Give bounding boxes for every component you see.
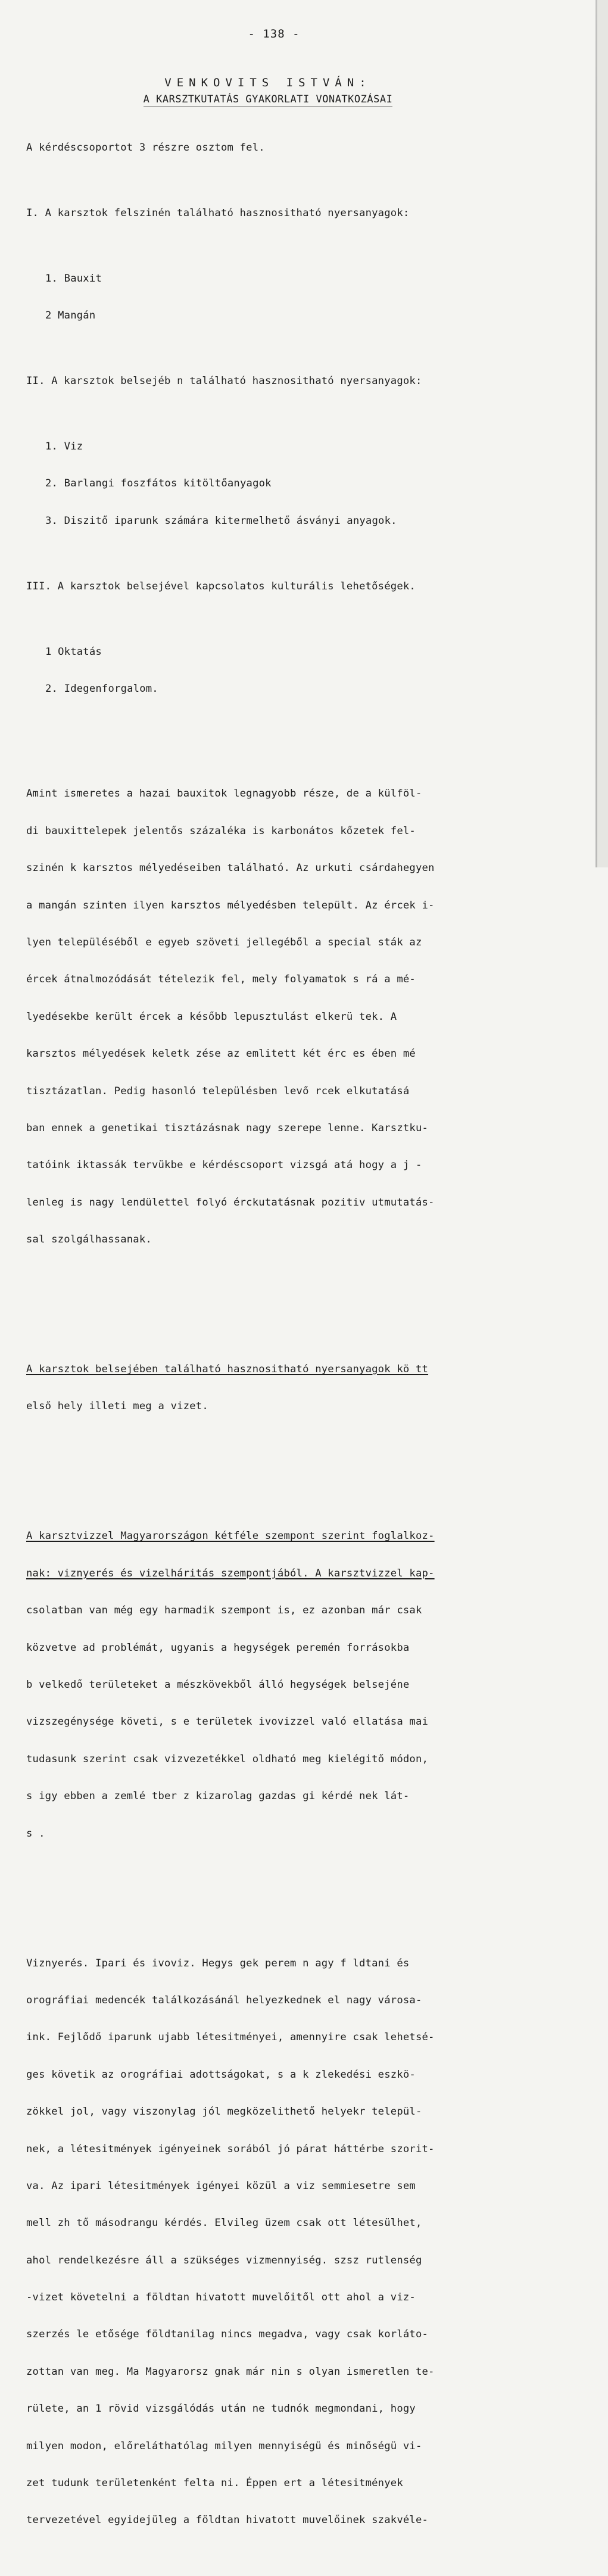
paragraph-line: Viznyerés. Ipari és ivoviz. Hegys gek perem n agy f ldtani és: [26, 1957, 410, 1969]
paragraph-line: tudasunk szerint csak vizvezetékkel oldható meg kielégitő módon,: [26, 1753, 429, 1765]
paragraph-line: ahol rendelkezésre áll a szükséges vizmennyiség. szsz rutlenség: [26, 2254, 422, 2266]
paragraph-line: s igy ebben a zemlé tber z kizarolag gazdas gi kérdé nek lát-: [26, 1790, 410, 1803]
paragraph-line: -vizet követelni a földtan hivatott muvelőitől ott ahol a viz-: [26, 2291, 416, 2304]
paragraph-line: s .: [26, 1827, 45, 1840]
paragraph-line: b velkedő területeket a mészkövekből álló hegységek belsejéne: [26, 1679, 410, 1691]
document-body: [26, 117, 538, 2576]
paragraph-karst-water: [26, 1506, 538, 1865]
paragraph-line: sal szolgálhassanak.: [26, 1234, 152, 1246]
paragraph-line: di bauxittelepek jelentős százaléka is karbonátos kőzetek fel-: [26, 825, 416, 837]
paragraph-line: orográfiai medencék találkozásánál helyezkednek el nagy városa-: [26, 1994, 422, 2006]
section-2-heading: II. A karsztok belsejéb n található hasznositható nyersanyagok:: [26, 374, 422, 387]
paragraph-line: első hely illeti meg a vizet.: [26, 1400, 208, 1413]
section-1-item: 1. Bauxit: [45, 272, 102, 285]
paragraph-line: lenleg is nagy lendülettel folyó érckutatásnak pozitiv utmutatás-: [26, 1196, 435, 1209]
paragraph-line: A karsztok belsejében található hasznositható nyersanyagok kö tt: [26, 1363, 429, 1376]
paragraph-line: tisztázatlan. Pedig hasonló településben levő rcek elkutatásá: [26, 1085, 410, 1097]
paragraph-line: A karsztvizzel Magyarországon kétféle szempont szerint foglalkoz-: [26, 1530, 435, 1543]
paragraph-line: zottan van meg. Ma Magyarorsz gnak már nin s olyan ismeretlen te-: [26, 2365, 435, 2378]
paragraph-line: lyen településéből e egyeb szöveti jellegéből a special sták az: [26, 936, 422, 948]
paragraph-line: nek, a létesitmények igényeinek sorából jó párat háttérbe szorit-: [26, 2143, 435, 2155]
paragraph-line: Amint ismeretes a hazai bauxitok legnagyobb része, de a külföl-: [26, 788, 422, 800]
paragraph-bauxite: [26, 763, 538, 1271]
paragraph-line: tatóink iktassák tervükbe e kérdéscsoport vizsgá atá hogy a j -: [26, 1159, 422, 1172]
paragraph-water-extraction: [26, 1932, 538, 2552]
section-3-item: 2. Idegenforgalom.: [45, 683, 158, 695]
paragraph-line: szinén k karsztos mélyedéseiben található. Az urkuti csárdahegyen: [26, 862, 435, 875]
section-3-item: 1 Oktatás: [45, 645, 102, 658]
section-2-item: 3. Diszitő iparunk számára kitermelhető ásványi anyagok.: [45, 514, 397, 527]
document-title-text: A KARSZTKUTATÁS GYAKORLATI VONATKOZÁSAI: [144, 93, 393, 107]
paragraph-line: ban ennek a genetikai tisztázásnak nagy szerepe lenne. Karsztku-: [26, 1122, 429, 1134]
paragraph-line: tervezetével egyidejüleg a földtan hivatott muvelőinek szakvéle-: [26, 2514, 429, 2527]
paragraph-line: a mangán szinten ilyen karsztos mélyedésben települt. Az ércek i-: [26, 899, 435, 911]
paragraph-line: milyen modon, előreláthatólag milyen mennyiségü és minőségü vi-: [26, 2440, 422, 2452]
paragraph-line: nak: viznyerés és vizelháritás szempontjából. A karsztvizzel kap-: [26, 1567, 435, 1579]
paragraph-line: közvetve ad problémát, ugyanis a hegységek peremén forrásokba: [26, 1641, 410, 1654]
paragraph-line: csolatban van még egy harmadik szempont is, ez azonban már csak: [26, 1604, 422, 1617]
paragraph-line: ink. Fejlődő iparunk ujabb létesitményei, amennyire csak lehetsé-: [26, 2031, 435, 2044]
section-1-heading: I. A karsztok felszinén található hasznositható nyersanyagok:: [26, 207, 410, 219]
paragraph-line: zet tudunk területenként felta ni. Éppen ert a létesitmények: [26, 2477, 403, 2490]
author-name: VENKOVITS ISTVÁN:: [164, 76, 372, 89]
section-2-item: 1. Viz: [45, 440, 83, 452]
scan-margin: [597, 0, 608, 867]
section-3-heading: III. A karsztok belsejével kapcsolatos kulturális lehetőségek.: [26, 580, 416, 592]
section-2-item: 2. Barlangi foszfátos kitöltőanyagok: [45, 477, 272, 490]
document-title: [0, 93, 536, 105]
paragraph-line: szerzés le etősége földtanilag nincs megadva, vagy csak korláto-: [26, 2328, 429, 2341]
paragraph-line: lyedésekbe került ércek a később lepusztulást elkerü tek. A: [26, 1010, 397, 1023]
scan-edge-shadow: [595, 0, 597, 867]
paragraph-line: vizszegénysége követi, s e területek ivovizzel való ellatása mai: [26, 1716, 429, 1728]
paragraph-line: rülete, an 1 rövid vizsgálódás után ne tudnók megmondani, hogy: [26, 2403, 416, 2415]
paragraph-line: karsztos mélyedések keletk zése az emlitett két érc es ében mé: [26, 1048, 416, 1060]
paragraph-line: ércek átnalmozódását tételezik fel, mely folyamatok s rá a mé-: [26, 973, 416, 986]
page-number: - 138 -: [248, 27, 300, 40]
intro-line: A kérdéscsoportot 3 részre osztom fel.: [26, 141, 265, 154]
paragraph-line: va. Az ipari létesitmények igényei közül a viz semmiesetre sem: [26, 2180, 416, 2192]
section-1-item: 2 Mangán: [45, 309, 96, 321]
paragraph-line: ges követik az orográfiai adottságokat, s a k zlekedési eszkö-: [26, 2068, 416, 2081]
paragraph-water-first: [26, 1339, 538, 1438]
paragraph-line: mell zh tő másodrangu kérdés. Elvileg üzem csak ott létesülhet,: [26, 2217, 422, 2230]
paragraph-line: zökkel jol, vagy viszonylag jól megközelithető helyekr települ-: [26, 2106, 422, 2118]
